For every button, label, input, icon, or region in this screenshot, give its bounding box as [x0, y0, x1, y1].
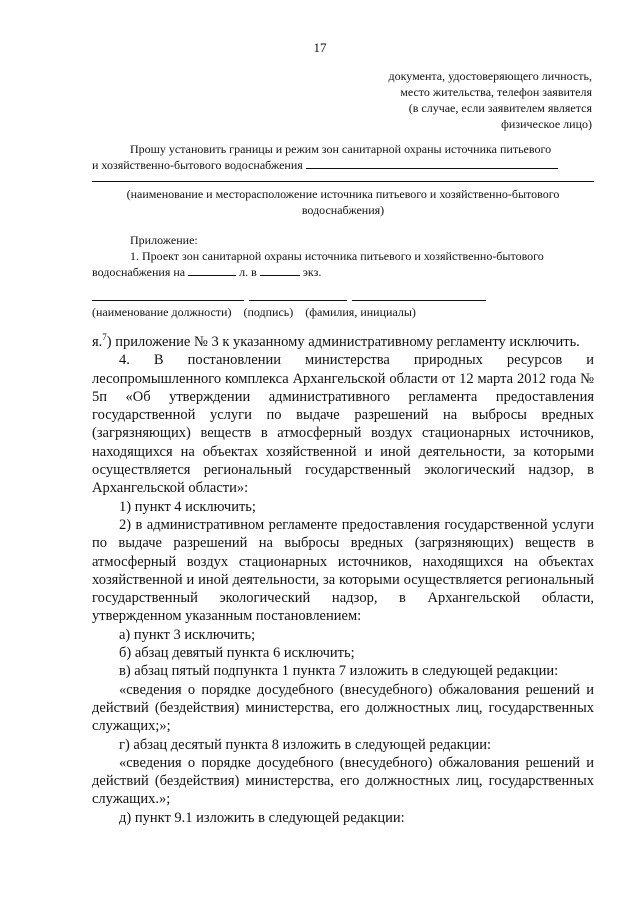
attachment-text: экз. [302, 265, 322, 279]
applicant-info-block [340, 68, 592, 132]
paragraph: 4. В постановлении министерства природных ресурсов и лесопромышленного комплекса Архангельской области от 12 марта 2012 года № 5п «Об утверждении административного регламента предоставления государственной услуги по выдаче разрешений на выбросы вредных (загрязняющих) веществ в атмосферный воздух стационарных источников, находящихся на объектах хозяйственной и иной деятельности, за которыми осуществляется региональный государственный экологический надзор, в Архангельской области»: [92, 352, 594, 497]
caption-line: водоснабжения) [301, 203, 385, 217]
caption-name: (фамилия, инициалы) [305, 305, 416, 319]
fill-in-blank-copies[interactable] [260, 264, 300, 276]
paragraph: 2) в административном регламенте предоставления государственной услуги по выдаче разрешений на выбросы вредных (загрязняющих) веществ в атмосферный воздух стационарных источников, находящихся на объектах хозяйственной и иной деятельности, за которыми осуществляется региональный государственный экологический надзор, в Архангельской области, утвержденном указанным постановлением: [92, 516, 594, 625]
request-text: и хозяйственно-бытового водоснабжения [92, 158, 303, 172]
signature-line-sign[interactable] [249, 300, 347, 301]
paragraph: «сведения о порядке досудебного (внесудебного) обжалования решений и действий (бездействия) министерства, его должностных лиц, государственных служащих;»; [92, 681, 594, 735]
paragraph: д) пункт 9.1 изложить в следующей редакции: [119, 809, 405, 826]
attachment-text: л. в [239, 265, 257, 279]
paragraph: в) абзац пятый подпункта 1 пункта 7 изложить в следующей редакции: [119, 663, 559, 680]
paragraph: б) абзац девятый пункта 6 исключить; [119, 645, 355, 662]
paragraph: «сведения о порядке досудебного (внесудебного) обжалования решений и действий (бездействия) министерства, его должностных лиц, государственных служащих.»; [92, 754, 594, 808]
request-line: Прошу установить границы и режим зон санитарной охраны источника питьевого [130, 142, 552, 156]
signature-line-position[interactable] [92, 300, 244, 301]
signature-captions [92, 304, 532, 320]
applicant-line: (в случае, если заявителем является [408, 101, 592, 115]
paragraph [92, 333, 594, 351]
fill-in-line-source[interactable] [92, 181, 594, 182]
fill-in-blank-source[interactable] [306, 157, 558, 169]
signature-line-name[interactable] [352, 300, 486, 301]
applicant-line: место жительства, телефон заявителя [400, 85, 592, 99]
fill-in-blank-sheets[interactable] [188, 264, 236, 276]
attachment-item-continuation [92, 264, 321, 280]
attachment-title: Приложение: [130, 233, 198, 247]
page-number: 17 [313, 40, 327, 55]
paragraph: г) абзац десятый пункта 8 изложить в следующей редакции: [119, 736, 492, 753]
footnote-ref: 7 [102, 332, 107, 343]
paragraph-start: я. [92, 334, 103, 350]
attachment-text: водоснабжения на [92, 265, 186, 279]
caption-position: (наименование должности) [92, 305, 232, 319]
paragraph-text: ) приложение № 3 к указанному административному регламенту исключить. [106, 334, 580, 350]
document-body [92, 333, 594, 827]
paragraph: 1) пункт 4 исключить; [119, 498, 256, 515]
source-caption [92, 186, 594, 218]
applicant-line: документа, удостоверяющего личность, [388, 69, 592, 83]
attachment-item: 1. Проект зон санитарной охраны источника питьевого и хозяйственно-бытового [130, 249, 544, 263]
paragraph: а) пункт 3 исключить; [119, 626, 256, 643]
request-line-with-blank [92, 157, 558, 173]
caption-sign: (подпись) [243, 305, 294, 319]
applicant-line: физическое лицо) [501, 117, 592, 131]
caption-line: (наименование и месторасположение источника питьевого и хозяйственно-бытового [126, 187, 560, 201]
